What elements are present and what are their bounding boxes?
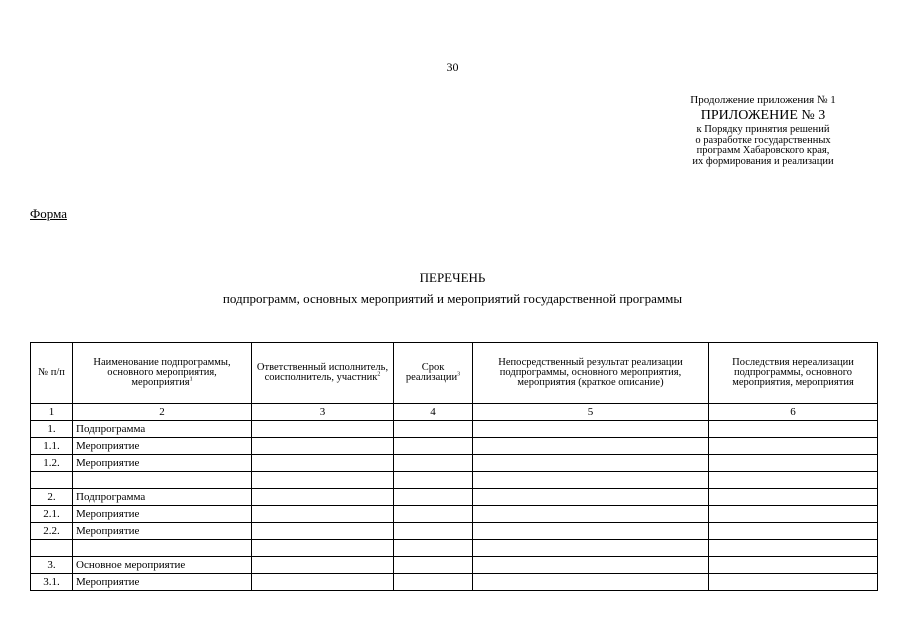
header-cell: № п/п (31, 343, 73, 404)
row-number: 1.2. (31, 455, 73, 472)
empty-cell (709, 455, 878, 472)
appendix-continuation: Продолжение приложения № 1 (690, 94, 836, 106)
empty-cell (394, 574, 473, 591)
empty-cell (473, 506, 709, 523)
empty-cell (252, 557, 394, 574)
row-name (73, 472, 252, 489)
row-number: 2.1. (31, 506, 73, 523)
empty-cell (252, 438, 394, 455)
table-row (31, 557, 878, 574)
empty-cell (394, 557, 473, 574)
table-body (31, 421, 878, 591)
table-row (31, 438, 878, 455)
empty-cell (473, 472, 709, 489)
row-name: Мероприятие (73, 523, 252, 540)
empty-cell (252, 574, 394, 591)
page-number: 30 (446, 60, 459, 74)
empty-cell (473, 574, 709, 591)
empty-cell (709, 574, 878, 591)
appendix-line: их формирования и реализации (692, 155, 834, 167)
row-name: Подпрограмма (73, 489, 252, 506)
empty-cell (473, 438, 709, 455)
row-number: 1. (31, 421, 73, 438)
header-cell: Ответственный исполнитель, соисполнитель, участник$^2$ (252, 343, 394, 404)
table-row (31, 489, 878, 506)
row-number (31, 540, 73, 557)
row-name: Основное мероприятие (73, 557, 252, 574)
header-cell: Непосредственный результат реализации подпрограммы, основного мероприятия, мероприятия (краткое описание) (473, 343, 709, 404)
empty-cell (709, 489, 878, 506)
row-number (31, 472, 73, 489)
empty-cell (252, 421, 394, 438)
empty-cell (394, 540, 473, 557)
document-subtitle: подпрограмм, основных мероприятий и мероприятий государственной программы (222, 291, 683, 306)
appendix-line: о разработке государственных (695, 134, 831, 146)
table-row (31, 472, 878, 489)
empty-cell (394, 455, 473, 472)
table-row (31, 421, 878, 438)
document-heading (0, 270, 905, 307)
appendix-lines (668, 125, 858, 167)
empty-cell (252, 540, 394, 557)
row-name: Мероприятие (73, 455, 252, 472)
column-number: 3 (252, 404, 394, 421)
appendix-line: программ Хабаровского края, (696, 145, 830, 156)
empty-cell (394, 489, 473, 506)
row-name: Мероприятие (73, 506, 252, 523)
row-number: 1.1. (31, 438, 73, 455)
programs-table (30, 342, 878, 591)
column-number: 6 (709, 404, 878, 421)
empty-cell (473, 540, 709, 557)
empty-cell (709, 540, 878, 557)
appendix-block (668, 94, 858, 167)
column-number: 4 (394, 404, 473, 421)
empty-cell (394, 472, 473, 489)
empty-cell (709, 438, 878, 455)
row-name: Мероприятие (73, 574, 252, 591)
empty-cell (394, 523, 473, 540)
empty-cell (709, 557, 878, 574)
table-row (31, 540, 878, 557)
row-number: 3.1. (31, 574, 73, 591)
row-name: Подпрограмма (73, 421, 252, 438)
empty-cell (252, 506, 394, 523)
header-cell: Последствия нереализации подпрограммы, основного мероприятия, мероприятия (709, 343, 878, 404)
empty-cell (709, 472, 878, 489)
column-number: 2 (73, 404, 252, 421)
column-number: 1 (31, 404, 73, 421)
empty-cell (473, 557, 709, 574)
empty-cell (709, 523, 878, 540)
empty-cell (252, 455, 394, 472)
empty-cell (252, 472, 394, 489)
table-row (31, 523, 878, 540)
row-number: 2.2. (31, 523, 73, 540)
empty-cell (709, 506, 878, 523)
row-name (73, 540, 252, 557)
empty-cell (394, 421, 473, 438)
empty-cell (394, 506, 473, 523)
table-header-row (31, 343, 878, 404)
empty-cell (709, 421, 878, 438)
empty-cell (473, 489, 709, 506)
row-number: 3. (31, 557, 73, 574)
empty-cell (473, 523, 709, 540)
appendix-line: к Порядку принятия решений (696, 124, 830, 135)
column-number-row (31, 404, 878, 421)
empty-cell (252, 523, 394, 540)
table-row (31, 506, 878, 523)
header-cell: Наименование подпрограммы, основного мероприятия, мероприятия$^1$ (73, 343, 252, 404)
form-label: Форма (30, 206, 67, 221)
appendix-title: ПРИЛОЖЕНИЕ № 3 (700, 108, 826, 123)
document-title: ПЕРЕЧЕНЬ (419, 270, 486, 285)
empty-cell (473, 455, 709, 472)
row-name: Мероприятие (73, 438, 252, 455)
column-number: 5 (473, 404, 709, 421)
table-row (31, 574, 878, 591)
table-row (31, 455, 878, 472)
empty-cell (252, 489, 394, 506)
empty-cell (394, 438, 473, 455)
row-number: 2. (31, 489, 73, 506)
header-cell: Срок реализации$^3$ (394, 343, 473, 404)
empty-cell (473, 421, 709, 438)
